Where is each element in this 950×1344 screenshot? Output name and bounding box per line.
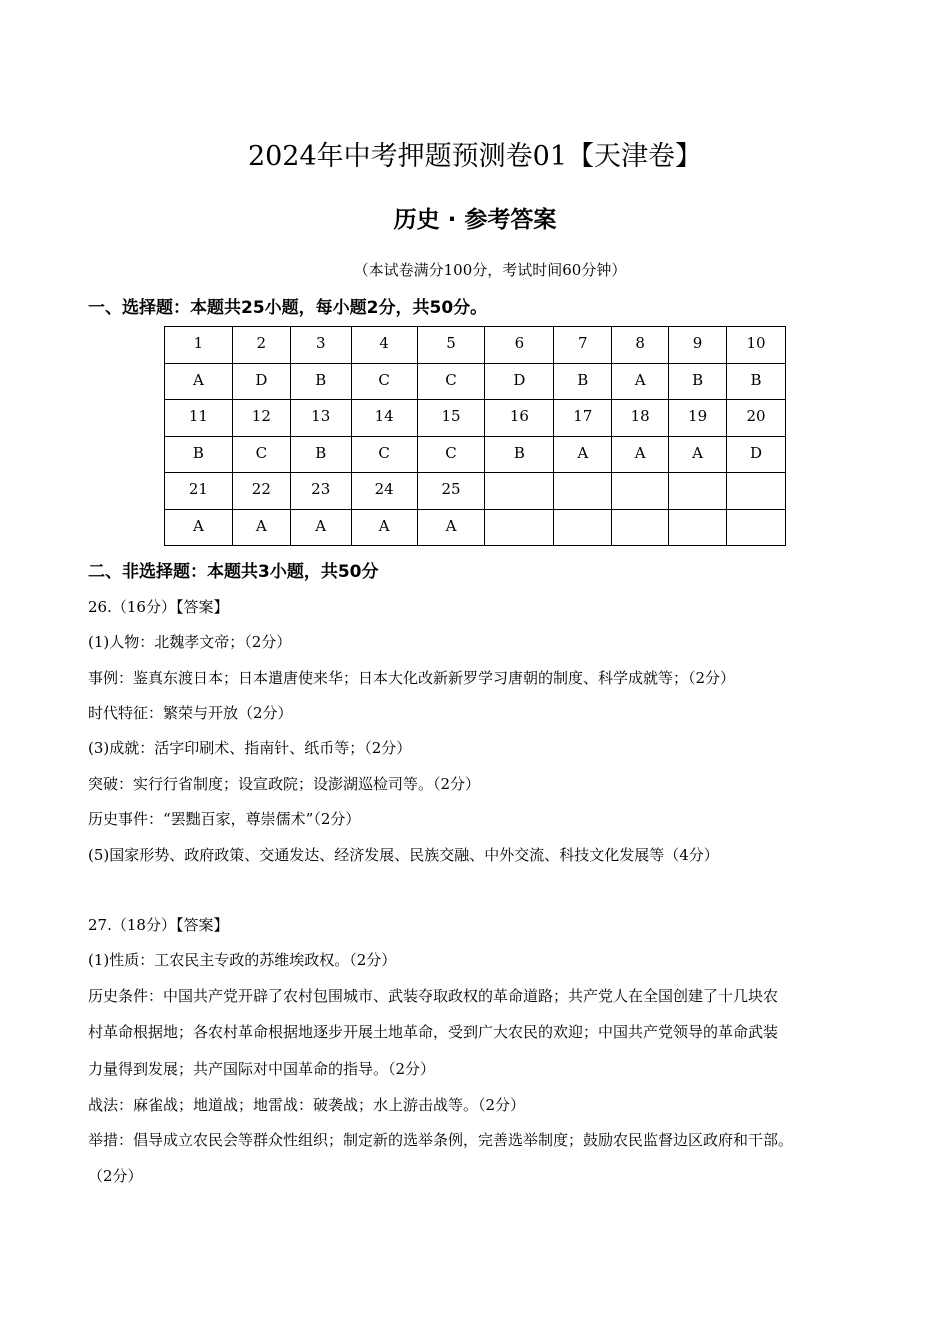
question-number-cell: 9: [669, 327, 727, 364]
question-number-cell: [485, 473, 554, 510]
question-number-cell: 11: [165, 400, 233, 437]
question-number-cell: 20: [727, 400, 786, 437]
answer-cell: D: [485, 363, 554, 400]
q26-line: 历史事件：“罢黜百家，尊崇儒术”（2分）: [88, 810, 361, 828]
q27-line: 村革命根据地；各农村革命根据地逐步开展土地革命，受到广大农民的欢迎；中国共产党领导的革命武装: [88, 1023, 779, 1041]
answer-cell: A: [351, 509, 417, 546]
question-number-cell: [669, 473, 727, 510]
answer-cell: C: [232, 436, 290, 473]
question-number-cell: 13: [290, 400, 351, 437]
answer-row: [165, 363, 786, 400]
answer-row: [165, 509, 786, 546]
answer-cell: A: [669, 436, 727, 473]
answer-cell: B: [727, 363, 786, 400]
question-number-cell: 15: [417, 400, 485, 437]
question-number-cell: 25: [417, 473, 485, 510]
answer-cell: C: [417, 363, 485, 400]
answer-cell: D: [232, 363, 290, 400]
question-number-cell: 18: [612, 400, 669, 437]
question-number-cell: 1: [165, 327, 233, 364]
answer-cell: A: [232, 509, 290, 546]
q27-line: (1)性质：工农民主专政的苏维埃政权。（2分）: [88, 951, 397, 969]
q27-line: （2分）: [88, 1167, 143, 1185]
answer-cell: A: [290, 509, 351, 546]
answer-cell: C: [351, 436, 417, 473]
answer-cell: B: [165, 436, 233, 473]
answer-cell: C: [351, 363, 417, 400]
answer-cell: A: [554, 436, 612, 473]
answer-cell: B: [290, 363, 351, 400]
q26-line: (1)人物：北魏孝文帝；（2分）: [88, 633, 292, 651]
answer-row: [165, 436, 786, 473]
answer-cell: C: [417, 436, 485, 473]
page-title: 2024年中考押题预测卷01【天津卷】: [247, 141, 703, 172]
answer-cell: [669, 509, 727, 546]
page-subtitle: 历史 · 参考答案: [393, 207, 557, 233]
answer-cell: D: [727, 436, 786, 473]
question-number-cell: [727, 473, 786, 510]
question-number-cell: 2: [232, 327, 290, 364]
answer-cell: [727, 509, 786, 546]
exam-note: （本试卷满分100分，考试时间60分钟）: [353, 261, 627, 279]
answer-cell: [485, 509, 554, 546]
q26-line: (3)成就：活字印刷术、指南针、纸币等；（2分）: [88, 739, 412, 757]
answer-cell: [554, 509, 612, 546]
answer-cell: A: [612, 363, 669, 400]
question-number-cell: 17: [554, 400, 612, 437]
question-number-cell: 6: [485, 327, 554, 364]
question-number-cell: 12: [232, 400, 290, 437]
answer-cell: A: [612, 436, 669, 473]
answer-cell: B: [669, 363, 727, 400]
q27-line: 战法：麻雀战；地道战；地雷战：破袭战；水上游击战等。（2分）: [88, 1096, 526, 1114]
question-number-row: [165, 473, 786, 510]
section1-heading: 一、选择题：本题共25小题，每小题2分，共50分。: [88, 298, 488, 318]
answer-cell: A: [165, 509, 233, 546]
q27-line: 历史条件：中国共产党开辟了农村包围城市、武装夺取政权的革命道路；共产党人在全国创建了十几块农: [88, 987, 779, 1005]
question-number-cell: [554, 473, 612, 510]
question-number-row: [165, 400, 786, 437]
question-number-cell: 8: [612, 327, 669, 364]
q26-heading: 26.（16分）【答案】: [88, 598, 229, 616]
answer-cell: B: [290, 436, 351, 473]
question-number-cell: 23: [290, 473, 351, 510]
question-number-cell: 24: [351, 473, 417, 510]
q26-line: 突破：实行行省制度；设宣政院；设澎湖巡检司等。（2分）: [88, 775, 481, 793]
q26-line: 事例：鉴真东渡日本；日本遣唐使来华；日本大化改新新罗学习唐朝的制度、科学成就等；（2分）: [88, 669, 736, 687]
q27-heading: 27.（18分）【答案】: [88, 916, 229, 934]
question-number-cell: 7: [554, 327, 612, 364]
answer-cell: B: [485, 436, 554, 473]
question-number-cell: 22: [232, 473, 290, 510]
answer-table: [164, 326, 786, 546]
answer-cell: B: [554, 363, 612, 400]
answer-cell: A: [165, 363, 233, 400]
question-number-cell: 16: [485, 400, 554, 437]
answer-cell: A: [417, 509, 485, 546]
section2-heading: 二、非选择题：本题共3小题，共50分: [88, 562, 379, 582]
question-number-row: [165, 327, 786, 364]
question-number-cell: 3: [290, 327, 351, 364]
answer-cell: [612, 509, 669, 546]
q26-line: (5)国家形势、政府政策、交通发达、经济发展、民族交融、中外交流、科技文化发展等（4分）: [88, 846, 719, 864]
question-number-cell: 5: [417, 327, 485, 364]
question-number-cell: 4: [351, 327, 417, 364]
question-number-cell: 14: [351, 400, 417, 437]
question-number-cell: 19: [669, 400, 727, 437]
question-number-cell: 21: [165, 473, 233, 510]
q26-line: 时代特征：繁荣与开放（2分）: [88, 704, 293, 722]
q27-line: 举措：倡导成立农民会等群众性组织；制定新的选举条例，完善选举制度；鼓励农民监督边区政府和干部。: [88, 1131, 794, 1149]
question-number-cell: [612, 473, 669, 510]
question-number-cell: 10: [727, 327, 786, 364]
q27-line: 力量得到发展；共产国际对中国革命的指导。（2分）: [88, 1060, 436, 1078]
